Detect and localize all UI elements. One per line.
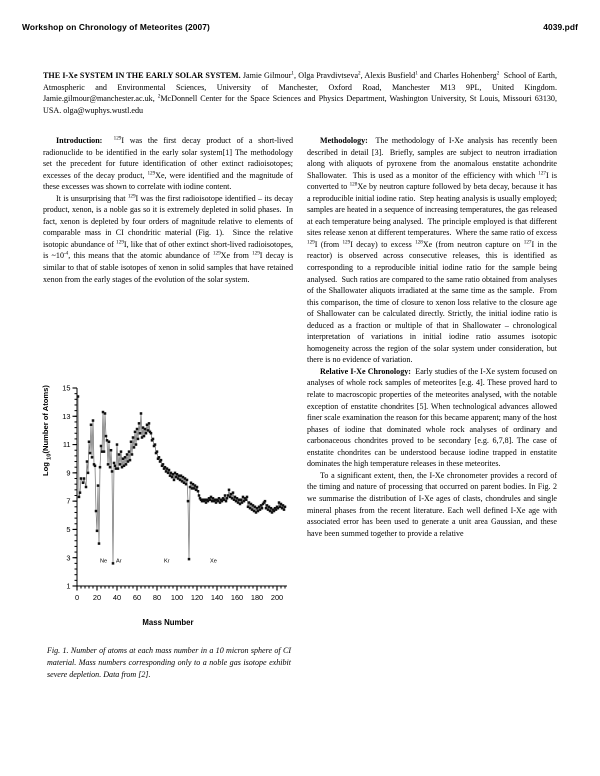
svg-text:5: 5 [66,525,71,535]
svg-text:7: 7 [66,496,71,506]
paragraph-introduction: Introduction: $^{129}$I was the first decay product of a short-lived radionuclide to be identified in the early solar system[1] The methodology set the precedent for future identification of other extinct radioisotopes; excesses of the decay product, $^{129}$Xe, were identified and the magnitude of these excesses was shown to correlate with iodine content. [43,135,293,192]
svg-text:100: 100 [170,593,184,602]
chart-y-axis-label: Log $_{10}$(Number of Atoms) [41,385,53,476]
chart-x-axis-label: Mass Number [142,618,194,627]
svg-text:13: 13 [62,411,71,421]
svg-text:15: 15 [62,383,71,393]
running-head-left: Workshop on Chronology of Meteorites (2007) [22,22,210,32]
svg-text:3: 3 [66,553,71,563]
svg-text:140: 140 [210,593,224,602]
svg-text:180: 180 [250,593,264,602]
left-column [43,135,293,285]
figure-1-caption: Fig. 1. Number of atoms at each mass number in a 10 micron sphere of CI material. Mass numbers corresponding only to a noble gas isotope exhibit severe depletion. Data from [2]. [47,646,291,679]
heading-relative-chronology: Relative I-Xe Chronology: [320,366,411,376]
svg-text:60: 60 [132,593,142,602]
svg-text:11: 11 [62,440,71,450]
svg-text:Kr: Kr [164,558,170,565]
svg-text:Ne: Ne [100,558,108,565]
paragraph-relative-chronology [307,366,557,470]
title-block [43,70,557,116]
figure-1 [43,380,293,638]
svg-text:Xe: Xe [210,558,217,565]
right-column [307,135,557,539]
running-head-right: 4039.pdf [543,22,578,32]
paragraph-unsurprising: It is unsurprising that $^{129}$I was the first radioisotope identified – its decay product, xenon, is a noble gas so it is extremely depleted in solid phases. In fact, xenon is depleted by four orders of magnitude relative to elements of comparable mass in CI chondritic material (Fig. 1). Since the relative isotopic abundance of $^{129}$I, like that of other extinct short-lived radioisotopes, is $\sim 10^{-4}$, this means that the atomic abundance of $^{129}$Xe from $^{129}$I decay is similar to that of stable isotopes of xenon in solid samples that have retained xenon from the early stages of the evolution of the solar system. [43,193,293,284]
svg-text:0: 0 [74,593,80,602]
svg-text:160: 160 [230,593,244,602]
svg-text:9: 9 [66,468,71,478]
authors-affiliation: Jamie Gilmour$^1$, Olga Pravdivtseva$^2$, Alexis Busfield$^1$ and Charles Hohenberg$^2$ School of Earth, Atmospheric and Environmental Sciences, University of Manchester, Oxford Road, Manchester M13 9PL, United Kingdom. Jamie.gilmour@manchester.ac.uk, $^2$McDonnell Center for the Space Sciences and Physics Department, Washington University, St Louis, Missouri 63130, USA. olga@wuphys.wustl.edu [43,70,557,115]
svg-text:20: 20 [92,593,102,602]
heading-introduction: Introduction: [56,136,103,145]
svg-text:80: 80 [152,593,162,602]
svg-text:120: 120 [190,593,204,602]
paragraph-methodology: Methodology: The methodology of I-Xe analysis has recently been described in detail [3]. Briefly, samples are subject to neutron irradiation along with aliquots of pyroxene from the anomalous enstatite achondrite Shallowater. This is used as a monitor of the efficiency with which $^{127}$I is converted to $^{128}$Xe by neutron capture followed by beta decay, because it has a reproducible initial iodine ratio. Step heating analysis is usually employed; samples are heated in a sequence of increasing temperatures, the gas released at each temperature being analysed. The principle employed is that different sites release xenon at different temperatures. Where the same ratio of excess $^{129}$I (from $^{129}$I decay) to excess $^{128}$Xe (from neutron capture on $^{127}$I in the reactor) is observed across consecutive releases, this is identified as corresponding to a reproducible initial iodine ratio for the sample being analysed. Such ratios are compared to the same ratio obtained from analyses of the Shallowater aliquots irradiated at the same time as the sample. From this comparison, the time of closure to xenon loss relative to the closure age of Shallowater can be calculated directly. Strictly, the initial iodine ratio is deduced as a fraction or multiple of that in Shallowater – chronological interpretation of variations in initial iodine ratio assumes isotopic homogeneity across the region of the solar system under consideration, but there is no evidence of variation. [307,136,557,365]
chart-plot-area [43,380,293,616]
paper-title: THE I-Xe SYSTEM IN THE EARLY SOLAR SYSTEM. [43,71,241,80]
running-head [22,22,578,32]
paragraph-significant-extent: To a significant extent, then, the I-Xe chronometer provides a record of the timing and nature of processing that occurred on parent bodies. In Fig. 2 we summarise the distribution of I-Xe ages of clasts, chondrules and single mineral phases from the recent literature. Each well defined I-Xe age with associated error has been used to generate a unit area Gaussian, and these have been summed together to provide a relative [307,470,557,538]
paragraph-relative-text: Early studies of the I-Xe system focused on analyses of whole rock samples of meteorites [e.g. 4]. These proved hard to relate to macroscopic properties of the meteorites analysed, with the notable exception of enstatite chondrites [5]. When technological advances allowed finer scale examination the reason for this became apparent; many of the host phases of iodine that dominated whole rock analyses of ordinary and carbonaceous chondrites proved to be secondary [e.g. 6,7,8]. The case of enstatite chondrites can be understood because iodine trapped in enstatite dominates the high temperature releases in these meteorites. [307,366,557,469]
abundance-chart [43,380,293,638]
svg-text:40: 40 [112,593,122,602]
heading-methodology: Methodology: [320,136,368,145]
svg-text:Ar: Ar [116,558,122,565]
svg-text:200: 200 [270,593,284,602]
svg-text:1: 1 [66,581,71,591]
